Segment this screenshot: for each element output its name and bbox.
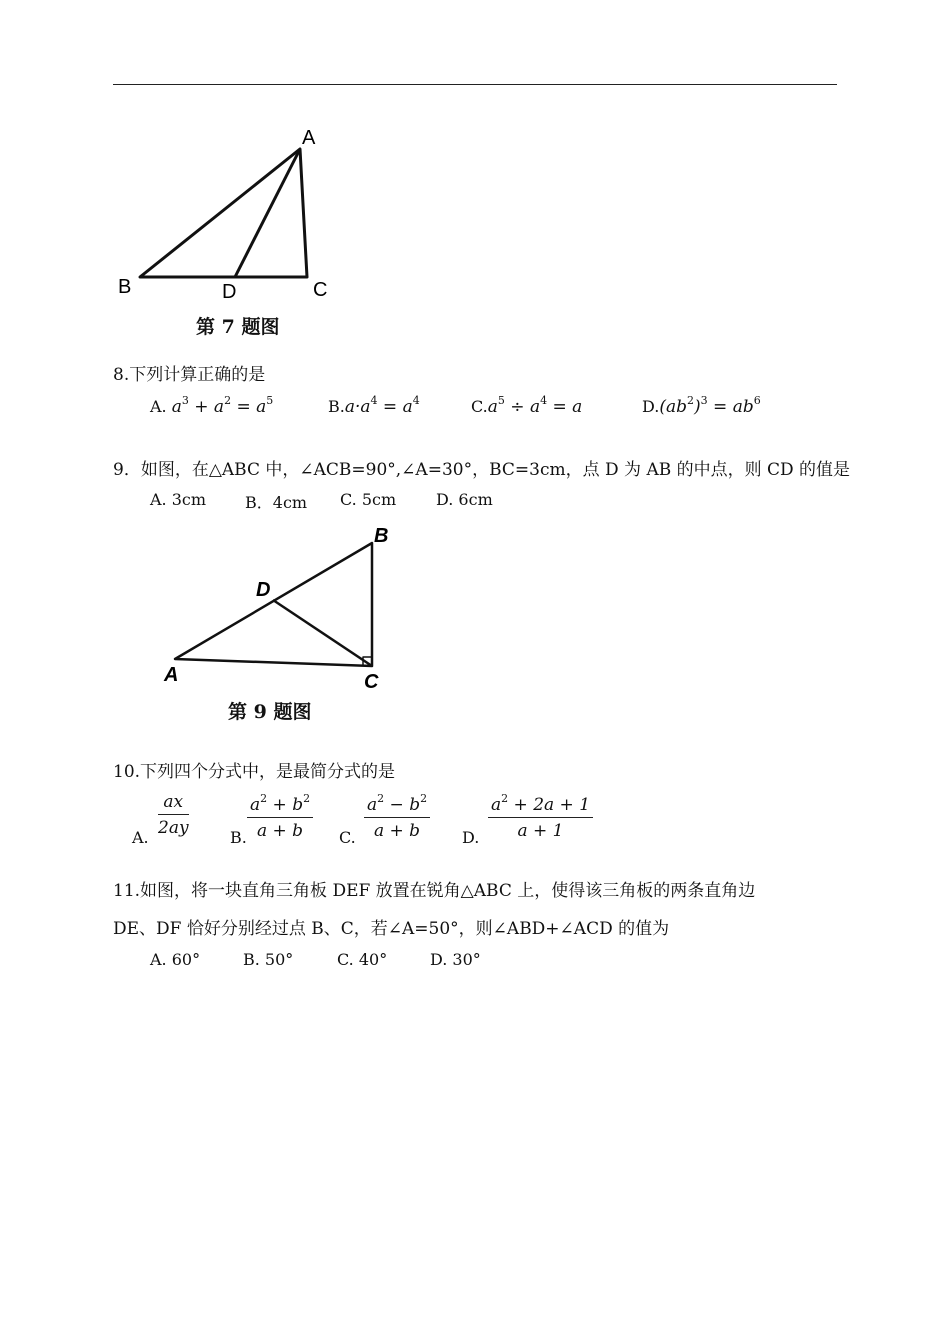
q11-option-c: C. 40°	[337, 950, 388, 969]
fig7-label-A: A	[302, 127, 316, 149]
fig7-label-B: B	[118, 276, 132, 298]
q9-option-c: C. 5cm	[340, 490, 397, 509]
header-rule	[113, 84, 837, 85]
q8-stem: 8.下列计算正确的是	[113, 365, 266, 385]
fig9-label-B: B	[374, 525, 389, 547]
q8-option-a-expr: $a^3 + a^2 = a^5$	[171, 394, 274, 417]
fig9-label-A: A	[164, 664, 179, 686]
fig9-label-C: C	[364, 671, 379, 693]
q8-option-a-label: A.	[150, 397, 167, 416]
q8-option-d-expr: $(ab^2)^3 = ab^6$	[659, 394, 761, 417]
q8-option-b-label: B.	[328, 397, 345, 416]
q8-option-c-expr: $a^5 \div a^4 = a$	[487, 394, 583, 417]
figure-7-triangle	[110, 120, 340, 340]
q8-option-d	[642, 394, 761, 417]
fig9-caption: 第 9 题图	[228, 701, 312, 723]
q9-option-b: B．4cm	[245, 493, 308, 512]
q10-option-c-fraction: $\frac{a^2 - b^2}{a + b}$	[364, 792, 430, 841]
fig9-label-D: D	[256, 579, 271, 601]
q10-option-c-label: C.	[339, 828, 356, 847]
q10-option-b-label: B.	[230, 828, 247, 847]
q10-option-d-label: D.	[462, 828, 480, 847]
q11-stem-line2: DE、DF 恰好分别经过点 B、C，若∠A=50°，则∠ABD+∠ACD 的值为	[113, 919, 670, 939]
q10-option-b-fraction: $\frac{a^2 + b^2}{a + b}$	[247, 792, 313, 841]
q8-option-c	[471, 394, 582, 417]
fig7-label-C: C	[313, 279, 328, 301]
q8-option-d-label: D.	[642, 397, 660, 416]
q8-option-b	[328, 394, 420, 417]
q9-option-d: D. 6cm	[436, 490, 493, 509]
q9-option-a: A. 3cm	[150, 490, 207, 509]
q10-option-a-label: A.	[132, 828, 149, 847]
q8-option-b-expr: $a\cdot a^4 = a^4$	[344, 394, 420, 417]
q10-option-d-fraction: $\frac{a^2 + 2a + 1}{a + 1}$	[488, 792, 593, 841]
q11-stem-line1: 11.如图，将一块直角三角板 DEF 放置在锐角△ABC 上，使得该三角板的两条直角边	[113, 881, 756, 901]
q10-stem: 10.下列四个分式中，是最简分式的是	[113, 762, 396, 782]
q8-option-c-label: C.	[471, 397, 488, 416]
q9-stem: 9．如图，在△ABC 中，∠ACB=90°,∠A=30°，BC=3cm，点 D 为 AB 的中点，则 CD 的值是	[113, 460, 851, 480]
q11-option-d: D. 30°	[430, 950, 481, 969]
fig7-label-D: D	[222, 281, 237, 303]
q11-option-a: A. 60°	[150, 950, 201, 969]
q10-option-a-fraction: $\frac{ax}{2ay}$	[158, 792, 189, 838]
figure-9-triangle	[150, 518, 410, 698]
q8-option-a	[150, 394, 273, 417]
fig7-caption: 第 7 题图	[196, 316, 280, 338]
q11-option-b: B. 50°	[243, 950, 294, 969]
